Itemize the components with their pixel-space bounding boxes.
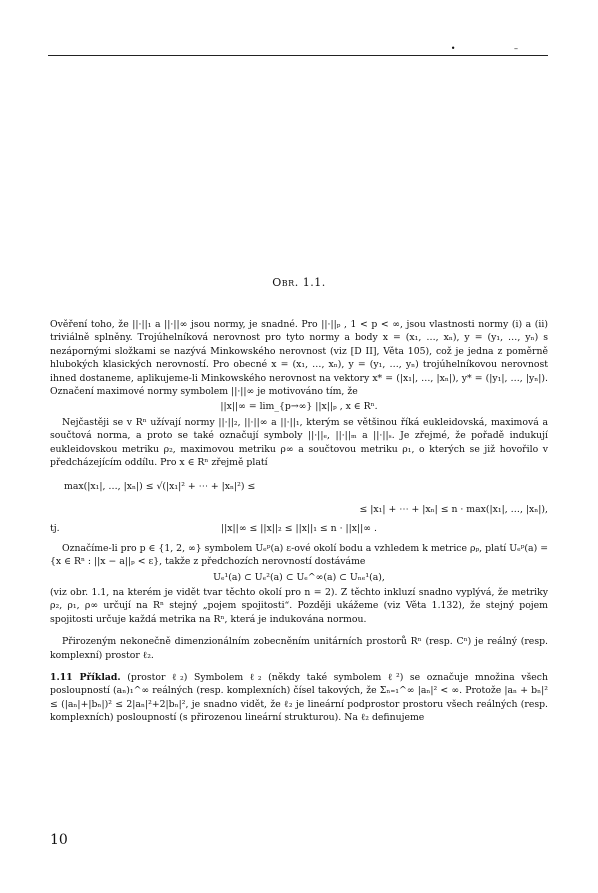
paragraph-continuity: (viz obr. 1.1, na kterém je vidět tvar těchto okolí pro n = 2). Z těchto inkluzí snadno vyplývá, že metriky ρ₂, ρ₁, ρ∞ určují na Rⁿ stejný „pojem spojitosti“. Později ukážeme (viz Věta 1.132), že stejný pojem spojitosti určuje každá metrika na Rⁿ, která je indukována normou. — [50, 586, 548, 625]
equation-inclusions: Uₑ¹(a) ⊂ Uₑ²(a) ⊂ Uₑ^∞(a) ⊂ Uₙₑ¹(a), — [213, 571, 385, 583]
figure-caption — [0, 276, 598, 289]
paragraph-common-norms: Nejčastěji se v Rⁿ užívají normy ||·||₂, ||·||∞ a ||·||₁, kterým se většinou říká eukleidovská, maximová a součtová norma, a proto se také označují symboly ||·||ₑ, ||·||ₘ a ||·||ₛ. Je zřejmé, že pořadě indukují eukleidovskou metriku ρ₂, maximovou metriku ρ∞ a součtovou metriku ρ₁, o kterých se již hovořilo v předcházejícím oddílu. Pro x ∈ Rⁿ zřejmě platí — [50, 416, 548, 469]
running-header-marks: • – — [450, 44, 546, 53]
example-title: 1.11 Příklad. — [50, 671, 121, 683]
figure-caption-label: Obr. — [272, 276, 299, 289]
tj-word: tj. — [50, 523, 60, 535]
page-number: 10 — [50, 832, 68, 848]
equation-inequality-line1: max(|x₁|, …, |xₙ|) ≤ √(|x₁|² + ⋯ + |xₙ|²) ≤ — [64, 481, 256, 493]
figure-caption-number: 1.1. — [302, 276, 326, 289]
header-rule — [48, 55, 548, 56]
paragraph-example — [50, 671, 548, 725]
equation-inequality-line2: ≤ |x₁| + ⋯ + |xₙ| ≤ n · max(|x₁|, …, |xₙ|), — [359, 503, 548, 515]
equation-norm-chain-body: ||x||∞ ≤ ||x||₂ ≤ ||x||₁ ≤ n · ||x||∞ . — [221, 523, 377, 535]
page-body — [50, 318, 548, 725]
equation-limit: ||x||∞ = lim_{p→∞} ||x||ₚ , x ∈ Rⁿ. — [220, 401, 378, 413]
paragraph-neighbourhoods: Označíme-li pro p ∈ {1, 2, ∞} symbolem Uₑᵖ(a) ε-ové okolí bodu a vzhledem k metrice ρₚ, platí Uₑᵖ(a) = {x ∈ Rⁿ : ||x − a||ₚ < ε}, takže z předchozích nerovností dostáváme — [50, 542, 548, 568]
paragraph-norms: Ověření toho, že ||·||₁ a ||·||∞ jsou normy, je snadné. Pro ||·||ₚ , 1 < p < ∞, jsou vlastnosti normy (i) a (ii) triviálně splněny. Trojúhelníková nerovnost pro tyto normy a body x = (x₁, …, xₙ), y = (y₁, …, yₙ) s nezápornými složkami se nazývá Minkowského nerovnost (viz [D II], Věta 105), což je jedna z poměrně hlubokých klasických nerovností. Pro obecné x = (x₁, …, xₙ), y = (y₁, …, yₙ) trojúhelníkovou nerovnost ihned dostaneme, aplikujeme-li Minkowského nerovnost na vektory x* = (|x₁|, …, |xₙ|), y* = (|y₁|, …, |yₙ|). Označení maximové normy symbolem ||·||∞ je motivováno tím, že — [50, 319, 548, 398]
paragraph-l2-intro: Přirozeným nekonečně dimenzionálním zobecněním unitárních prostorů Rⁿ (resp. Cⁿ) je reálný (resp. komplexní) prostor ℓ₂. — [50, 636, 548, 661]
equation-norm-chain — [50, 522, 548, 535]
example-body: (prostor ℓ₂) Symbolem ℓ₂ (někdy také symbolem ℓ²) se označuje množina všech posloupností (aₙ)₁^∞ reálných (resp. komplexních) čísel takových, že Σₙ₌₁^∞ |aₙ|² < ∞. Protože |aₙ + bₙ|² ≤ (|aₙ|+|bₙ|)² ≤ 2|aₙ|²+2|bₙ|², je snadno vidět, že ℓ₂ je lineární podprostor prostoru všech reálných (resp. komplexních) posloupností (s přirozenou lineární strukturou). Na ℓ₂ definujeme — [50, 671, 548, 724]
